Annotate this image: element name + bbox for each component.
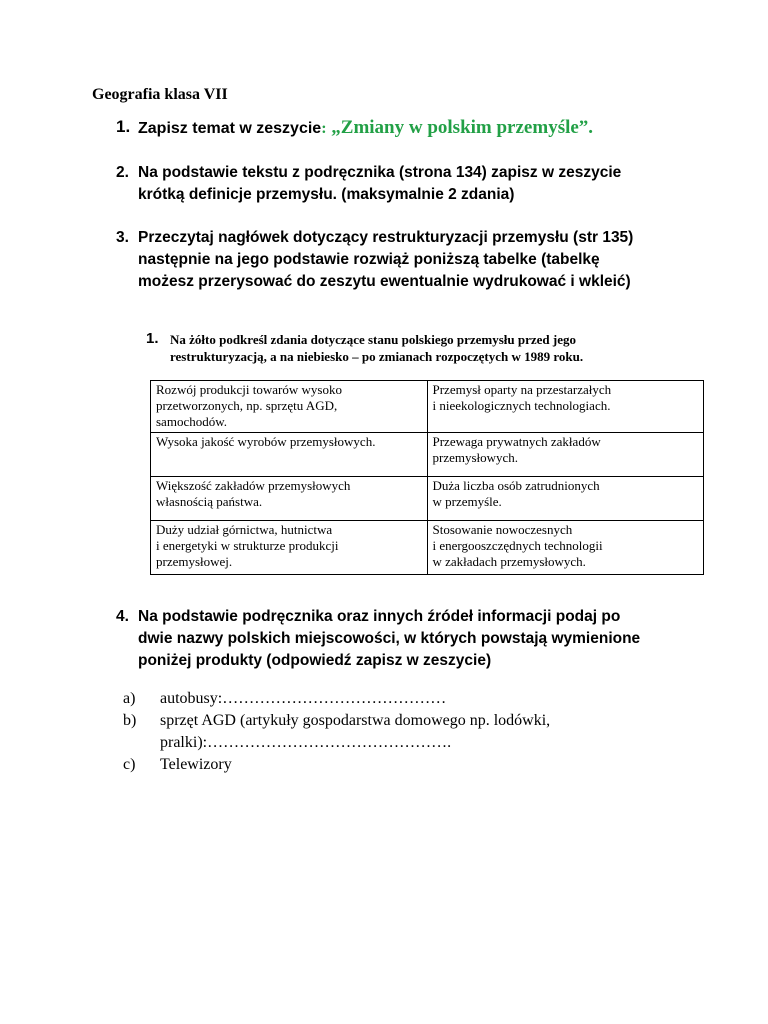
table-cell [151, 381, 428, 433]
cell-line: Stosowanie nowoczesnych [432, 522, 573, 537]
task-2-number: 2. [116, 164, 129, 181]
list-item [123, 754, 723, 776]
cell-line: przemysłowej. [156, 554, 233, 569]
list-item-text: pralki):………………………………………. [160, 734, 452, 751]
cell-line: i nieekologicznych technologiach. [432, 398, 611, 413]
answer-list [123, 688, 723, 776]
task-1-colon: : [321, 120, 327, 137]
cell-line: w przemyśle. [432, 494, 502, 509]
cell-line: Przewaga prywatnych zakładów [432, 434, 601, 449]
cell-line: Większość zakładów przemysłowych [156, 478, 351, 493]
task-4 [116, 606, 696, 672]
table-row [151, 477, 704, 521]
subtask-number: 1. [146, 330, 159, 347]
table-cell [151, 521, 428, 575]
list-item-text: autobusy:…………………………………… [160, 690, 447, 707]
subtask-line: Na żółto podkreśl zdania dotyczące stanu polskiego przemysłu przed jego [170, 332, 576, 347]
task-4-line: Na podstawie podręcznika oraz innych źródeł informacji podaj po [138, 608, 621, 625]
table-cell [427, 433, 704, 477]
table-cell [151, 477, 428, 521]
table-cell [427, 381, 704, 433]
cell-line: samochodów. [156, 414, 228, 429]
subtask-line: restrukturyzacją, a na niebiesko – po zmianach rozpoczętych w 1989 roku. [170, 349, 584, 364]
cell-line: Rozwój produkcji towarów wysoko [156, 382, 342, 397]
list-item [123, 688, 723, 710]
task-3-number: 3. [116, 229, 129, 246]
cell-line: Duży udział górnictwa, hutnictwa [156, 522, 333, 537]
table-cell [151, 433, 428, 477]
statements-table [150, 380, 704, 575]
cell-line: i energooszczędnych technologii [432, 538, 603, 553]
document-title: Geografia klasa VII [92, 86, 228, 103]
task-1-topic: „Zmiany w polskim przemyśle”. [326, 117, 594, 138]
task-1-number: 1. [116, 117, 131, 136]
list-item-text: sprzęt AGD (artykuły gospodarstwa domowego np. lodówki, [160, 712, 551, 729]
task-4-line: dwie nazwy polskich miejscowości, w których powstają wymienione [138, 630, 641, 647]
table-row [151, 381, 704, 433]
list-item-text: Telewizory [160, 756, 232, 773]
subtask-instruction [146, 331, 716, 365]
list-item [123, 710, 723, 754]
list-item-letter: c) [123, 756, 136, 773]
cell-line: w zakładach przemysłowych. [432, 554, 586, 569]
cell-line: Przemysł oparty na przestarzałych [432, 382, 612, 397]
task-4-line: poniżej produkty (odpowiedź zapisz w zeszycie) [138, 652, 492, 669]
table-cell [427, 521, 704, 575]
table-row [151, 433, 704, 477]
cell-line: i energetyki w strukturze produkcji [156, 538, 339, 553]
cell-line: przemysłowych. [432, 450, 519, 465]
cell-line: przetworzonych, np. sprzętu AGD, [156, 398, 338, 413]
table-cell [427, 477, 704, 521]
table-row [151, 521, 704, 575]
list-item-letter: b) [123, 712, 137, 729]
task-3-line: możesz przerysować do zeszytu ewentualnie wydrukować i wkleić) [138, 273, 631, 290]
task-3-line: Przeczytaj nagłówek dotyczący restrukturyzacji przemysłu (str 135) [138, 229, 634, 246]
task-2-line: krótką definicje przemysłu. (maksymalnie 2 zdania) [138, 186, 515, 203]
cell-line: własnością państwa. [156, 494, 263, 509]
task-1 [116, 117, 676, 140]
task-3-line: następnie na jego podstawie rozwiąż poniższą tabelke (tabelkę [138, 251, 600, 268]
task-2 [116, 162, 676, 206]
task-3 [116, 227, 676, 293]
cell-line: Wysoka jakość wyrobów przemysłowych. [156, 434, 376, 449]
task-1-text: Zapisz temat w zeszycie [138, 120, 322, 137]
task-2-line: Na podstawie tekstu z podręcznika (strona 134) zapisz w zeszycie [138, 164, 622, 181]
cell-line: Duża liczba osób zatrudnionych [432, 478, 600, 493]
list-item-letter: a) [123, 690, 136, 707]
task-4-number: 4. [116, 608, 129, 625]
